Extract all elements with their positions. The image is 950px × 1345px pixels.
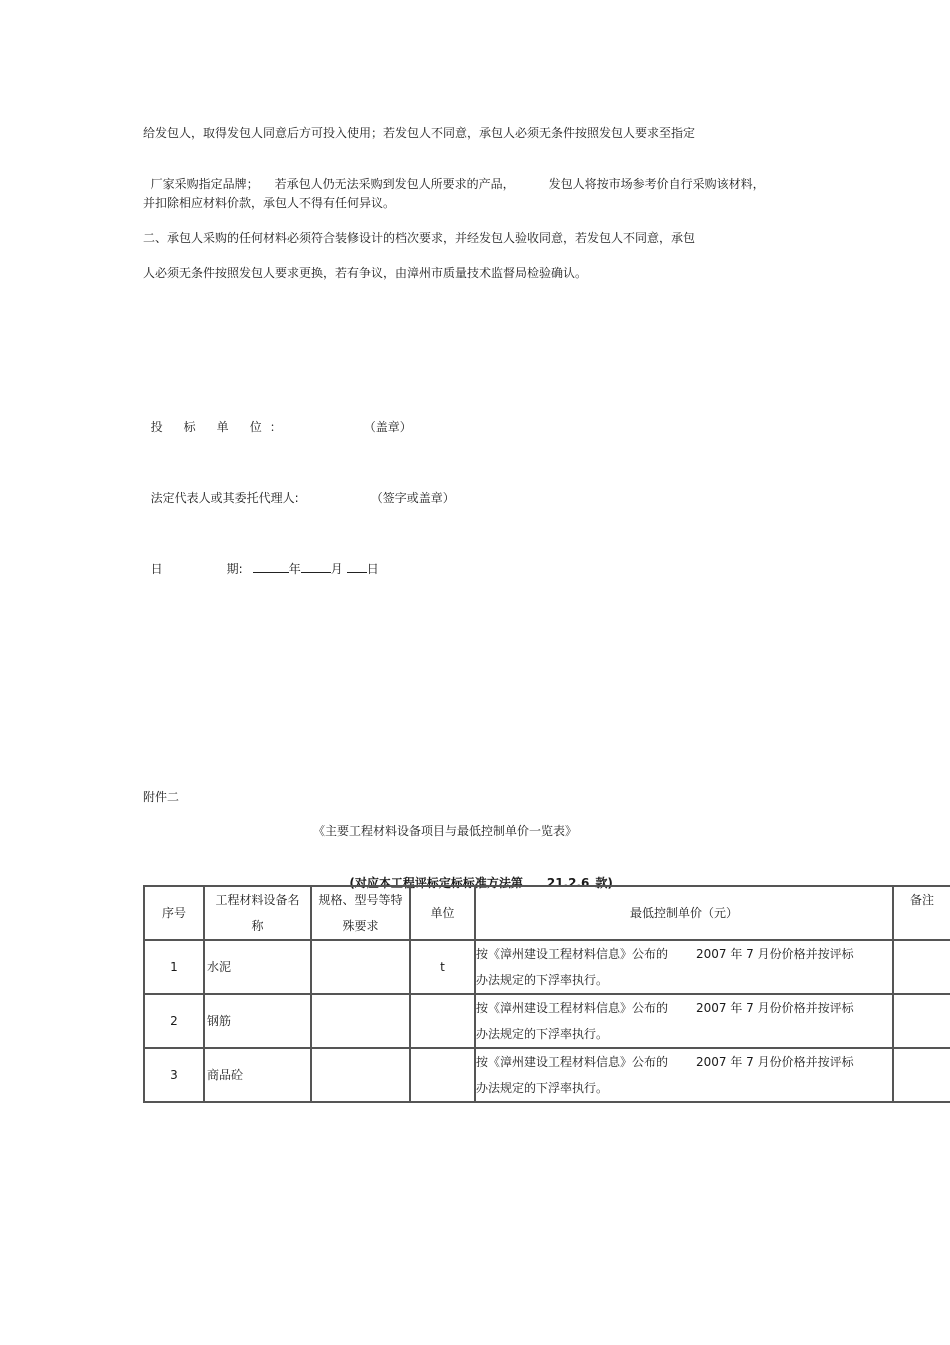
- row-price: [475, 940, 893, 994]
- body-line-3: 并扣除相应材料价款，承包人不得有任何异议。: [143, 196, 396, 210]
- header-name-line-1: 工程材料设备名: [215, 893, 300, 907]
- rep-sign-note: （签字或盖章）: [370, 491, 455, 505]
- body-line-2-part-c: 发包人将按市场参考价自行采购该材料，: [548, 177, 765, 191]
- row-price-line-1: [476, 995, 892, 1021]
- rep-label: 法定代表人或其委托代理人:: [150, 491, 299, 505]
- row-price-line-2: 办法规定的下浮率执行。: [476, 973, 609, 987]
- bidder-char-4: 位: [249, 420, 262, 434]
- table-row: [144, 940, 950, 994]
- header-seq: 序号: [144, 886, 204, 940]
- body-line-2-part-b: 若承包人仍无法采购到发包人所要求的产品，: [274, 177, 515, 191]
- row-price-b: 2007 年 7 月份价格并按评标: [696, 1001, 854, 1015]
- day-blank: [347, 560, 367, 573]
- date-line: [143, 544, 379, 577]
- row-name: 商品砼: [204, 1048, 311, 1102]
- row-name: 钢筋: [204, 994, 311, 1048]
- row-price-b: 2007 年 7 月份价格并按评标: [696, 1055, 854, 1069]
- row-price-line-1: [476, 1049, 892, 1075]
- row-price-a: 按《漳州建设工程材料信息》公布的: [476, 947, 669, 961]
- row-remark: [893, 940, 950, 994]
- table-header-row: [144, 886, 950, 940]
- table-subtitle-c: 款): [595, 876, 613, 890]
- header-remark: 备注: [893, 886, 950, 940]
- row-unit: t: [410, 940, 475, 994]
- row-spec: [311, 940, 410, 994]
- header-name-line-2: 称: [251, 919, 264, 933]
- row-unit: [410, 1048, 475, 1102]
- table-subtitle-clause: 21.2.6: [546, 876, 590, 890]
- header-spec: [311, 886, 410, 940]
- bidder-char-1: 投: [150, 420, 163, 434]
- bidder-line: [143, 403, 412, 435]
- row-price-line-2: 办法规定的下浮率执行。: [476, 1027, 609, 1041]
- row-remark: [893, 1048, 950, 1102]
- row-price: [475, 1048, 893, 1102]
- row-seq: 3: [144, 1048, 204, 1102]
- row-price-a: 按《漳州建设工程材料信息》公布的: [476, 1055, 669, 1069]
- body-line-1: 给发包人，取得发包人同意后方可投入使用；若发包人不同意，承包人必须无条件按照发包人要求至指定: [143, 126, 696, 140]
- header-spec-line-1: 规格、型号等特: [318, 893, 403, 907]
- bidder-char-2: 标: [183, 420, 196, 434]
- rep-line: [143, 474, 455, 506]
- bidder-stamp-note: （盖章）: [363, 420, 412, 434]
- row-price-a: 按《漳州建设工程材料信息》公布的: [476, 1001, 669, 1015]
- row-name: 水泥: [204, 940, 311, 994]
- header-price: 最低控制单价（元）: [475, 886, 893, 940]
- row-price-b: 2007 年 7 月份价格并按评标: [696, 947, 854, 961]
- attachment-label: 附件二: [143, 790, 180, 804]
- year-blank: [253, 560, 289, 573]
- row-unit: [410, 994, 475, 1048]
- row-spec: [311, 994, 410, 1048]
- row-price-line-2: 办法规定的下浮率执行。: [476, 1081, 609, 1095]
- row-price: [475, 994, 893, 1048]
- table-subtitle-a: (对应本工程评标定标标准方法第: [349, 876, 523, 890]
- body-line-5: 人必须无条件按照发包人要求更换，若有争议，由漳州市质量技术监督局检验确认。: [143, 266, 588, 280]
- bidder-char-5: ：: [269, 420, 282, 434]
- body-line-4: 二、承包人采购的任何材料必须符合装修设计的档次要求，并经发包人验收同意，若发包人不同意，承包: [143, 231, 696, 245]
- year-label: 年: [288, 562, 301, 576]
- row-seq: 2: [144, 994, 204, 1048]
- row-price-line-1: [476, 941, 892, 967]
- day-label: 日: [366, 562, 379, 576]
- row-spec: [311, 1048, 410, 1102]
- row-seq: 1: [144, 940, 204, 994]
- bidder-char-3: 单: [216, 420, 229, 434]
- header-unit: 单位: [410, 886, 475, 940]
- header-name: [204, 886, 311, 940]
- body-line-2-part-a: 厂家采购指定品牌；: [150, 177, 259, 191]
- date-label-1: 日: [150, 562, 163, 576]
- body-line-2: [143, 160, 765, 192]
- materials-table: [143, 885, 950, 1103]
- header-spec-line-2: 殊要求: [342, 919, 379, 933]
- table-title: 《主要工程材料设备项目与最低控制单价一览表》: [313, 824, 578, 838]
- date-label-2: 期:: [226, 562, 243, 576]
- table-row: [144, 1048, 950, 1102]
- month-label: 月: [330, 562, 343, 576]
- table-row: [144, 994, 950, 1048]
- row-remark: [893, 994, 950, 1048]
- month-blank: [301, 560, 331, 573]
